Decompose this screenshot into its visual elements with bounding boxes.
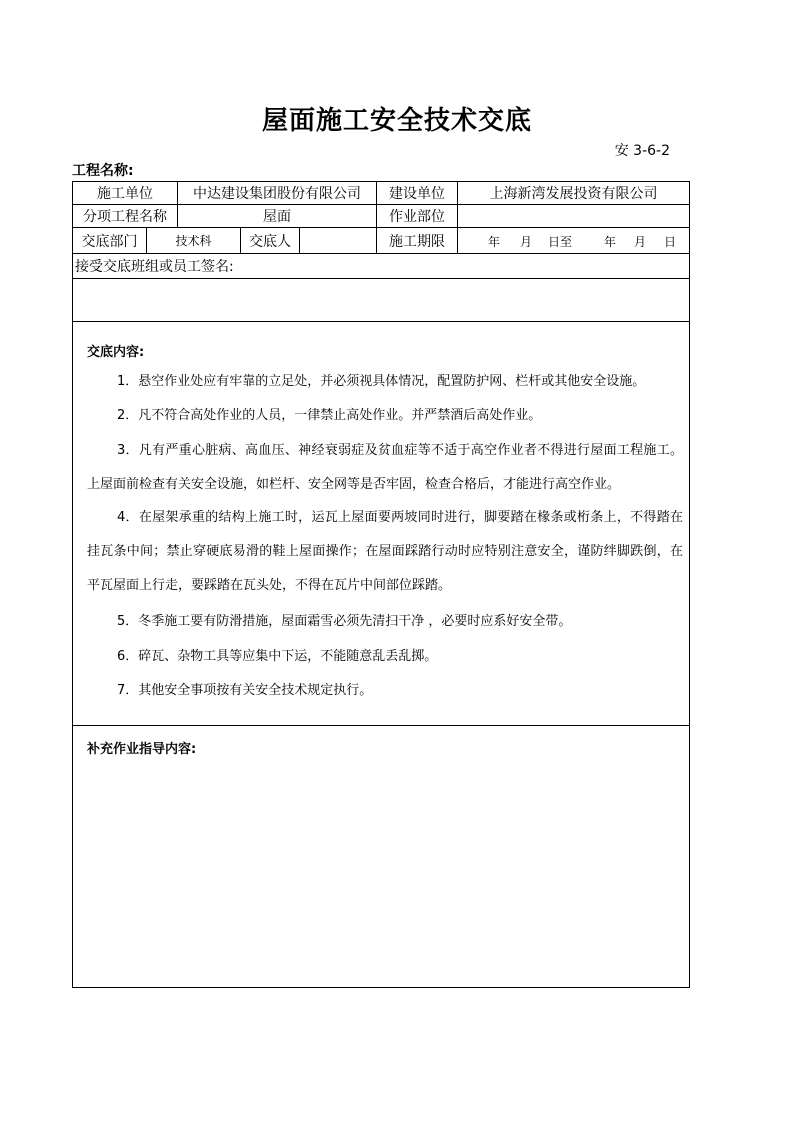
period-day-start: 日至	[548, 234, 573, 249]
period-month-start: 月	[520, 234, 533, 249]
subproject-label: 分项工程名称	[83, 209, 167, 225]
construction-unit-label: 施工单位	[97, 186, 153, 202]
discloser-value	[300, 228, 376, 253]
project-name-label: 工程名称:	[72, 163, 134, 179]
signature-label: 接受交底班组或员工签名:	[75, 259, 234, 275]
period-day-end: 日	[664, 234, 677, 249]
row-divider	[73, 278, 689, 279]
supplement-heading: 补充作业指导内容:	[87, 742, 197, 757]
work-area-label: 作业部位	[389, 209, 445, 225]
page-title: 屋面施工安全技术交底	[261, 106, 532, 136]
content-item-2: 2．凡不符合高处作业的人员，一律禁止高处作业。并严禁酒后高处作业。	[117, 408, 542, 423]
content-item-6: 6．碎瓦、杂物工具等应集中下运，不能随意乱丢乱掷。	[117, 649, 438, 664]
period-label: 施工期限	[389, 233, 445, 250]
period-year-end: 年	[604, 234, 617, 249]
period-month-end: 月	[634, 234, 647, 249]
work-area-value	[458, 205, 689, 227]
content-item-3: 3．凡有严重心脏病、高血压、神经衰弱症及贫血症等不适于高空作业者不得进行屋面工程施工。上屋面前检查有关安全设施，如栏杆、安全网等是否牢固，检查合格后，才能进行高空作业。	[87, 443, 683, 492]
builder-label: 建设单位	[389, 186, 445, 202]
dept-label: 交底部门	[81, 233, 138, 250]
content-item-4: 4．在屋架承重的结构上施工时，运瓦上屋面要两坡同时进行，脚要踏在椽条或桁条上，不得踏在挂瓦条中间；禁止穿硬底易滑的鞋上屋面操作；在屋面踩踏行动时应特别注意安全，谨防绊脚跌倒，在平瓦屋面上行走，要踩踏在瓦头处，不得在瓦片中间部位踩踏。	[87, 510, 683, 593]
construction-unit-value: 中达建设集团股份有限公司	[193, 186, 361, 202]
row-divider	[73, 321, 689, 322]
content-item-5: 5．冬季施工要有防滑措施，屋面霜雪必须先清扫干净 ，必要时应系好安全带。	[117, 614, 572, 629]
dept-value: 技术科	[175, 234, 212, 248]
row-divider	[73, 725, 689, 726]
disclosure-form	[72, 181, 690, 988]
period-value	[458, 229, 689, 253]
content-item-7: 7．其他安全事项按有关安全技术规定执行。	[117, 683, 373, 698]
document-code: 安 3-6-2	[614, 143, 670, 159]
discloser-label: 交底人	[249, 233, 291, 250]
content-item-1: 1．悬空作业处应有牢靠的立足处，并必须视具体情况，配置防护网、栏杆或其他安全设施。	[117, 374, 646, 389]
subproject-value: 屋面	[263, 209, 291, 225]
content-heading: 交底内容:	[87, 345, 145, 360]
builder-value: 上海新湾发展投资有限公司	[489, 186, 658, 202]
period-year-start: 年	[488, 234, 501, 249]
